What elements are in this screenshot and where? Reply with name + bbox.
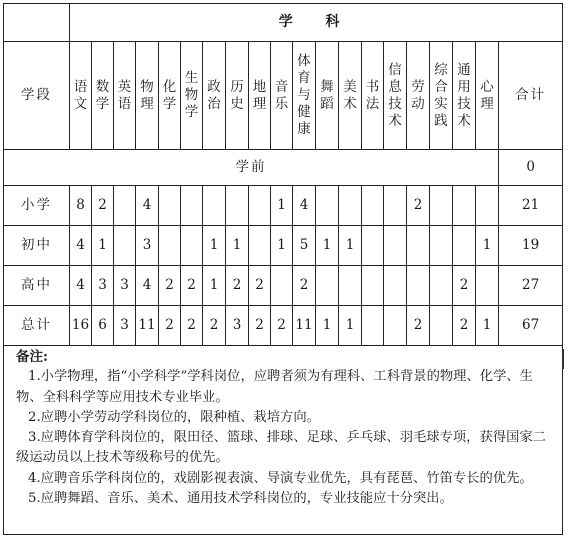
count-value: 2 (413, 317, 423, 333)
row-total-cell (499, 186, 563, 226)
count-value: 4 (142, 277, 152, 293)
count-cell (181, 306, 203, 346)
table-row (4, 226, 563, 266)
count-value: 1 (209, 237, 219, 253)
count-value: 2 (165, 277, 174, 293)
stage-label: 高中 (21, 277, 52, 293)
subject-label: 劳动 (411, 78, 425, 112)
subject-label: 历史 (230, 78, 244, 112)
note-item: 2.应聘小学劳动学科岗位的，限种植、栽培方向。 (28, 409, 320, 425)
count-cell (362, 226, 384, 266)
count-cell (339, 226, 362, 266)
subject-label: 化学 (162, 78, 177, 112)
subject-label: 信息技术 (388, 61, 402, 129)
subject-header-cell (226, 42, 249, 150)
subject-header-cell (70, 42, 92, 150)
preschool-row-label (4, 150, 499, 186)
subject-group-header (70, 4, 563, 42)
subject-label: 语文 (73, 78, 88, 112)
total-column-header (499, 42, 563, 150)
count-value: 5 (299, 237, 309, 253)
count-cell (181, 226, 203, 266)
count-cell (293, 306, 316, 346)
count-cell (430, 226, 453, 266)
count-cell (453, 226, 476, 266)
subject-header-cell (453, 42, 476, 150)
count-cell (316, 306, 339, 346)
count-cell (271, 266, 293, 306)
count-cell (407, 306, 430, 346)
count-cell (293, 266, 316, 306)
count-value: 2 (277, 317, 286, 333)
stage-label: 初中 (21, 237, 52, 253)
count-cell (70, 186, 92, 226)
count-cell (476, 226, 499, 266)
count-cell (271, 186, 293, 226)
subject-header-cell (339, 42, 362, 150)
subject-header-cell (114, 42, 136, 150)
row-total-value: 21 (522, 197, 540, 213)
count-cell (159, 186, 181, 226)
count-value: 4 (76, 277, 85, 293)
subject-label: 英语 (117, 78, 132, 112)
note-item: 5.应聘舞蹈、音乐、美术、通用技术学科岗位的，专业技能应十分突出。 (28, 491, 453, 507)
count-cell (384, 306, 407, 346)
count-cell (271, 226, 293, 266)
row-total-cell (499, 306, 563, 346)
count-cell (114, 226, 136, 266)
count-value: 11 (295, 317, 313, 333)
count-cell (271, 306, 293, 346)
count-value: 3 (232, 317, 242, 333)
count-value: 1 (345, 317, 355, 333)
count-cell (316, 186, 339, 226)
text-cursor-mark (562, 349, 564, 369)
count-cell (114, 186, 136, 226)
count-cell (384, 226, 407, 266)
count-cell (92, 226, 114, 266)
count-cell (430, 186, 453, 226)
subject-label: 舞蹈 (320, 78, 334, 112)
subject-header-cell (249, 42, 271, 150)
subject-label: 数学 (95, 78, 110, 112)
corner-cell (4, 4, 70, 42)
count-value: 1 (482, 237, 492, 253)
count-value: 2 (209, 317, 219, 333)
subject-label: 政治 (207, 78, 221, 112)
count-cell (203, 186, 226, 226)
row-total-cell (499, 226, 563, 266)
count-cell (92, 266, 114, 306)
count-cell (339, 266, 362, 306)
subject-label: 美术 (343, 78, 357, 112)
subject-label: 物理 (140, 78, 154, 112)
count-value: 2 (165, 317, 174, 333)
subject-header-cell (136, 42, 159, 150)
count-cell (384, 186, 407, 226)
count-cell (159, 226, 181, 266)
count-value: 3 (142, 237, 152, 253)
stage-cell (4, 306, 70, 346)
count-cell (249, 186, 271, 226)
note-item: 4.应聘音乐学科岗位的，戏剧影视表演、导演专业优先，具有琵琶、竹笛专长的优先。 (28, 470, 533, 486)
count-value: 3 (98, 277, 107, 293)
subject-header-cell (181, 42, 203, 150)
count-cell (136, 266, 159, 306)
count-cell (203, 226, 226, 266)
count-cell (249, 306, 271, 346)
total-header-label: 合计 (515, 87, 547, 103)
count-value: 8 (76, 197, 85, 213)
subject-label: 体育与健康 (297, 53, 311, 137)
stage-cell (4, 186, 70, 226)
row-total-cell (499, 266, 563, 306)
count-cell (226, 306, 249, 346)
subject-table (3, 3, 563, 346)
count-cell (453, 186, 476, 226)
stage-label: 总计 (21, 317, 52, 333)
count-cell (476, 266, 499, 306)
subject-label: 音乐 (274, 78, 289, 112)
subject-header-cell (159, 42, 181, 150)
stage-cell (4, 226, 70, 266)
count-value: 2 (187, 317, 196, 333)
subject-label: 生物学 (184, 70, 199, 120)
subject-label: 通用技术 (457, 61, 471, 129)
subject-group-label: 学 科 (278, 14, 354, 30)
count-cell (226, 266, 249, 306)
stage-column-header (4, 42, 70, 150)
stage-label: 小学 (21, 197, 52, 213)
subject-label: 心理 (480, 78, 494, 112)
row-total-value: 27 (522, 277, 540, 293)
count-value: 2 (299, 277, 309, 293)
count-value: 6 (98, 317, 107, 333)
count-cell (92, 306, 114, 346)
count-cell (407, 226, 430, 266)
count-value: 1 (277, 197, 286, 213)
count-value: 16 (71, 317, 90, 333)
count-value: 2 (413, 197, 423, 213)
count-value: 3 (120, 277, 129, 293)
count-value: 1 (322, 317, 332, 333)
count-cell (362, 186, 384, 226)
count-cell (453, 266, 476, 306)
count-cell (226, 186, 249, 226)
count-value: 1 (482, 317, 492, 333)
count-value: 1 (277, 237, 286, 253)
count-value: 2 (232, 277, 242, 293)
table-row (4, 186, 563, 226)
note-item: 1.小学物理，指“小学科学”学科岗位，应聘者须为有理科、工科背景的物理、化学、生物、全科科学等应用技术专业毕业。 (16, 369, 533, 405)
count-cell (159, 266, 181, 306)
subject-header-cell (362, 42, 384, 150)
count-value: 1 (98, 237, 107, 253)
count-value: 2 (187, 277, 196, 293)
recruitment-table-document (3, 3, 563, 535)
count-cell (70, 306, 92, 346)
count-cell (181, 266, 203, 306)
count-cell (362, 266, 384, 306)
count-cell (203, 266, 226, 306)
count-cell (362, 306, 384, 346)
subject-header-cell (271, 42, 293, 150)
count-value: 11 (138, 317, 156, 333)
count-cell (136, 186, 159, 226)
stage-header-label: 学段 (21, 87, 52, 103)
count-cell (430, 266, 453, 306)
subject-label: 地理 (252, 78, 267, 112)
note-item: 3.应聘体育学科岗位的，限田径、篮球、排球、足球、乒乓球、羽毛球专项，获得国家二级运动员以上技术等级称号的优先。 (16, 430, 546, 466)
count-value: 4 (142, 197, 152, 213)
subject-header-cell (316, 42, 339, 150)
count-cell (476, 186, 499, 226)
row-total-value: 19 (522, 237, 540, 253)
preschool-total-value: 0 (526, 159, 535, 175)
count-cell (159, 306, 181, 346)
count-cell (476, 306, 499, 346)
count-cell (430, 306, 453, 346)
count-cell (293, 226, 316, 266)
preschool-total (499, 150, 563, 186)
stage-cell (4, 266, 70, 306)
table-row (4, 306, 563, 346)
count-value: 1 (345, 237, 355, 253)
subject-header-cell (384, 42, 407, 150)
count-cell (384, 266, 407, 306)
count-cell (407, 186, 430, 226)
count-value: 3 (120, 317, 129, 333)
count-cell (70, 266, 92, 306)
count-value: 1 (209, 277, 219, 293)
count-cell (249, 266, 271, 306)
subject-header-cell (407, 42, 430, 150)
count-value: 2 (255, 277, 264, 293)
subject-label: 综合实践 (434, 61, 448, 129)
count-value: 2 (98, 197, 107, 213)
subject-header-cell (92, 42, 114, 150)
count-cell (339, 186, 362, 226)
count-value: 1 (232, 237, 242, 253)
count-value: 1 (322, 237, 332, 253)
subject-header-cell (203, 42, 226, 150)
count-value: 4 (299, 197, 309, 213)
count-cell (114, 266, 136, 306)
count-value: 2 (459, 317, 469, 333)
count-cell (407, 266, 430, 306)
row-total-value: 67 (522, 317, 540, 333)
count-cell (114, 306, 136, 346)
count-cell (136, 226, 159, 266)
count-cell (339, 306, 362, 346)
subject-header-cell (430, 42, 453, 150)
count-value: 2 (255, 317, 264, 333)
subject-label: 书法 (365, 78, 380, 112)
preschool-label: 学前 (235, 159, 267, 175)
count-cell (293, 186, 316, 226)
count-cell (316, 266, 339, 306)
count-cell (70, 226, 92, 266)
count-cell (136, 306, 159, 346)
count-cell (249, 226, 271, 266)
count-cell (203, 306, 226, 346)
notes-title: 备注: (16, 349, 48, 365)
subject-header-cell (293, 42, 316, 150)
subject-header-cell (476, 42, 499, 150)
table-row (4, 266, 563, 306)
count-cell (316, 226, 339, 266)
count-cell (226, 226, 249, 266)
count-cell (92, 186, 114, 226)
count-cell (181, 186, 203, 226)
count-value: 2 (459, 277, 469, 293)
notes-section (4, 343, 562, 509)
count-value: 4 (76, 237, 85, 253)
count-cell (453, 306, 476, 346)
